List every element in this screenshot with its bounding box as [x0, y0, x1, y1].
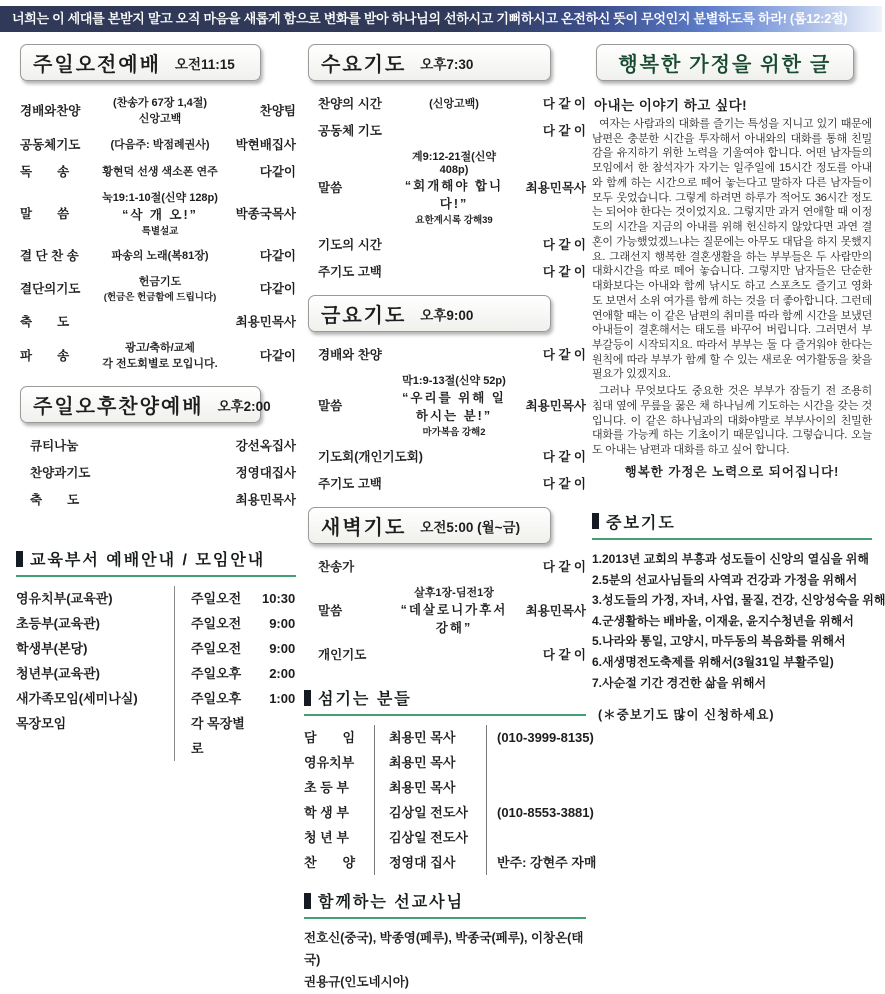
list-item: 3.성도들의 가정, 자녀, 사업, 물질, 건강, 신앙성숙을 위해: [592, 593, 885, 608]
row-label: 경배와 찬양: [318, 348, 382, 362]
service-row: [20, 162, 296, 180]
section-header-intercession: [592, 510, 872, 540]
service-time: 오후9:00: [420, 307, 474, 323]
row-person: 최용민목사: [235, 315, 296, 329]
time-when: 주일오전: [191, 591, 242, 606]
row-person: 정영대집사: [235, 466, 296, 480]
article-headline: 아내는 이야기 하고 싶다!: [594, 98, 748, 113]
row-person: 다같이: [259, 349, 296, 363]
row-content-line: (찬송가 67장 1,4절): [112, 97, 208, 109]
section-header-missionaries: [304, 889, 586, 919]
section-bullet-icon: [304, 893, 311, 909]
list-item: 7.사순절 기간 경건한 삶을 위해서: [592, 675, 767, 690]
servant-note: [486, 825, 586, 850]
row-label: 말씀: [318, 604, 343, 618]
row-label: 큐티나눔: [30, 439, 79, 453]
service-header-friday: [308, 295, 551, 332]
missionaries-list: [304, 928, 586, 994]
time-when: 주일오후: [191, 666, 242, 681]
time-at: [258, 711, 296, 761]
servant-note: [486, 750, 586, 775]
row-person: 다 같 이: [542, 348, 586, 362]
row-label: 찬양과기도: [30, 466, 91, 480]
section-title: 교육부서 예배안내 / 모임안내: [30, 552, 266, 569]
row-label: 기도회(개인기도회): [318, 450, 423, 464]
servants-table: [304, 725, 597, 875]
list-item: 4.군생활하는 배바울, 이재윤, 윤지수청년을 위해서: [592, 613, 854, 628]
service-row: [30, 490, 296, 508]
service-row: [318, 121, 586, 139]
section-bullet-icon: [304, 690, 311, 706]
row-person: 다같이: [259, 282, 296, 296]
row-label: 결단의기도: [20, 282, 81, 296]
service-row: [20, 339, 296, 371]
service-title: 주일오전예배: [33, 54, 161, 76]
service-rows-wednesday: [314, 94, 586, 280]
column-right: [592, 44, 885, 723]
row-content-line: “우리를 위해 일하시는 분!”: [402, 391, 506, 423]
row-label: 축 도: [30, 493, 80, 507]
row-label: 공동체기도: [20, 138, 81, 152]
article-box-title: 행복한 가정을 위한 글: [618, 54, 832, 76]
table-row: [16, 636, 296, 661]
service-row: [318, 372, 586, 438]
servant-note: (010-3999-8135): [486, 725, 594, 750]
row-content: [102, 136, 218, 152]
section-bullet-icon: [592, 513, 599, 529]
time-when: 각 목장별로: [191, 716, 245, 756]
row-content-line: (다음주: 박점례권사): [110, 139, 210, 151]
row-label: 말씀: [318, 399, 343, 413]
service-row: [318, 94, 586, 112]
row-person: 최용민목사: [235, 493, 296, 507]
service-header-sunday-afternoon: [20, 386, 271, 423]
service-row: [30, 436, 296, 454]
scripture-banner: 너희는 이 세대를 본받지 말고 오직 마음을 새롭게 함으로 변화를 받아 하나님의 선하시고 기뻐하시고 온전하신 뜻이 무엇인지 분별하도록 하라! (롬12:2절): [0, 6, 882, 32]
section-header-education: [16, 547, 296, 577]
section-bullet-icon: [16, 551, 23, 567]
row-content: [400, 148, 508, 226]
list-item: 6.새생명전도축제를 위해서(3월31일 부활주일): [592, 655, 834, 670]
service-time: 오후7:30: [420, 56, 474, 72]
service-row: [318, 474, 586, 492]
time-when: 주일오전: [191, 641, 242, 656]
dept-time: [174, 686, 296, 711]
row-content: [102, 247, 218, 263]
section-header-servants: [304, 686, 586, 716]
service-rows-sunday-afternoon: [26, 436, 296, 508]
row-person: 다같이: [259, 165, 296, 179]
service-time: 오전11:15: [174, 56, 235, 72]
row-content-line: (헌금은 헌금함에 드립니다): [103, 292, 217, 303]
table-row: [304, 800, 594, 825]
service-row: [318, 584, 586, 636]
service-title: 새벽기도: [321, 517, 407, 539]
time-when: 주일오후: [191, 691, 242, 706]
service-row: [20, 312, 296, 330]
dept-name: 청년부(교육관): [16, 666, 101, 681]
row-content-line: 계9:12-21절(신약408p): [411, 151, 497, 176]
service-row: [318, 345, 586, 363]
row-person: 다 같 이: [542, 97, 586, 111]
spacer: [304, 875, 586, 889]
dept-time: [174, 636, 296, 661]
service-row: [20, 273, 296, 303]
servant-role: 찬 양: [304, 855, 356, 870]
service-row: [318, 557, 586, 575]
row-content-line: (신앙고백): [429, 98, 479, 110]
service-row: [318, 148, 586, 226]
row-content: [102, 163, 218, 179]
row-content: [400, 372, 508, 438]
row-content-line: 특별설교: [141, 226, 179, 237]
row-label: 주기도 고백: [318, 265, 382, 279]
row-content-line: 황현덕 선생 색소폰 연주: [102, 166, 218, 178]
dept-name: 초등부(교육관): [16, 616, 101, 631]
service-row: [20, 135, 296, 153]
row-content: [102, 339, 218, 371]
service-row: [318, 447, 586, 465]
row-content-line: 신앙고백: [138, 113, 182, 125]
row-label: 기도의 시간: [318, 238, 382, 252]
row-person: 찬양팀: [259, 104, 296, 118]
dept-time: [174, 586, 296, 611]
row-content-line: “삭 개 오!”: [122, 208, 198, 222]
row-content-line: 각 전도회별로 모입니다.: [102, 358, 218, 370]
article-paragraph: 그러나 무엇보다도 중요한 것은 부부가 잠들기 전 조용히 침대 옆에 무릎을 꿇은 채 하나님께 기도하는 시간을 갖는 것입니다. 이 같은 하나님과의 대화야말로 부부사이의 친밀한 대화를 가능케 하는 기초이기 때문입니다. 그렇습니다. 오늘도 아내는 남편과 대화를 하고 싶어 합니다.: [592, 385, 872, 457]
row-content: [102, 94, 218, 126]
list-item: 2.5분의 선교사님들의 사역과 건강과 가정을 위해서: [592, 572, 858, 587]
servant-note: 반주: 강현주 자매: [486, 850, 596, 875]
dept-name: 목장모임: [16, 716, 67, 731]
row-label: 주기도 고백: [318, 477, 382, 491]
row-label: 말 씀: [20, 207, 70, 221]
servant-name: 최용민 목사: [374, 750, 486, 775]
service-time: 오후2:00: [217, 398, 271, 414]
row-person: 다 같 이: [542, 238, 586, 252]
article-closing: 행복한 가정은 노력으로 되어집니다!: [624, 464, 840, 479]
row-content-line: 살후1장-딤전1장: [414, 587, 494, 599]
row-person: 최용민목사: [525, 604, 586, 618]
service-row: [20, 94, 296, 126]
servant-name: 김상일 전도사: [374, 825, 486, 850]
row-label: 찬양의 시간: [318, 97, 382, 111]
list-item: 전호신(중국), 박종영(페루), 박종국(페루), 이창온(태국): [304, 931, 584, 967]
service-title: 수요기도: [321, 54, 407, 76]
time-at: 9:00: [269, 616, 296, 631]
dept-time: [174, 711, 296, 761]
row-label: 독 송: [20, 165, 70, 179]
article-paragraph: 여자는 사람과의 대화를 즐기는 특성을 지니고 있기 때문에 남편은 충분한 시간을 투자해서 아내와의 대화를 통해 친밀감을 유지하기 위한 노력을 기울여야 합니다. 어떤 남자들의 모임에서 한 참석자가 자기는 일주일에 15시간 정도를 아내와 함께 하는 시간으로 떼어 놓는다고 말하자 다른 남자들이 모두 웃었습니다. 그렇게 하려면 하루가 적어도 36시간 정도는 되어야 한다는 것이었지요. 그렇지만 과거 연애할 때 이정도의 시간을 지금의 아내를 위해 헌신하지 않았다면 과연 결혼이 가능했었겠느냐는 질문에는 아무도 대답을 하지 못했지요. 그래선지 행복한 결혼생활을 하는 부부들은 두 사람만의 대화시간을 따로 떼어 놓습니다. 그렇지만 남자들은 단순한 대화보다는 아내와 함께 낚시도 하고 스포츠도 즐기고 영화도 보면서 소위 여가를 함께 하는 것을 더 좋아합니다. 그런데 연애할 때는 이 같은 남편의 취미를 따라 함께 시간을 보냈던 아내들이 결혼해서는 태도를 바꾸어 버립니다. 그러면서 부부갈등이 시작되지요. 따라서 부부는 둘 다 즐거워야 한다는 원칙에 따라 부부가 함께 할 수 있는 새로운 여가활동을 찾을 필요가 있겠지요.: [592, 118, 872, 381]
row-person: 강선옥집사: [235, 439, 296, 453]
dept-name: 학생부(본당): [16, 641, 88, 656]
table-row: [16, 611, 296, 636]
row-label: 축 도: [20, 315, 70, 329]
spacer: [16, 517, 296, 547]
row-content-line: 파송의 노래(복81장): [111, 250, 209, 262]
row-person: 다 같 이: [542, 560, 586, 574]
service-rows-dawn: [314, 557, 586, 663]
service-header-sunday-morning: [20, 44, 261, 81]
row-label: 경배와찬양: [20, 104, 81, 118]
row-content-line: “회개해야 합니다!”: [404, 179, 504, 211]
service-row: [30, 463, 296, 481]
row-content-line: “데살로니가후서 강해”: [400, 603, 508, 635]
service-row: [318, 235, 586, 253]
row-person: 다 같 이: [542, 265, 586, 279]
table-row: [16, 586, 296, 611]
row-person: 최용민목사: [525, 181, 586, 195]
section-title: 중보기도: [606, 514, 676, 532]
row-content-line: 눅19:1-10절(신약 128p): [102, 192, 218, 204]
table-row: [16, 661, 296, 686]
table-row: [304, 825, 586, 850]
service-row: [20, 246, 296, 264]
servant-role: 청 년 부: [304, 830, 349, 845]
row-person: 다 같 이: [542, 124, 586, 138]
section-title: 함께하는 선교사님: [318, 894, 465, 911]
row-label: 결 단 찬 송: [20, 249, 79, 263]
time-at: 10:30: [261, 591, 296, 606]
row-label: 찬송가: [318, 560, 355, 574]
service-rows-friday: [314, 345, 586, 492]
servant-name: 정영대 집사: [374, 850, 486, 875]
servant-note: (010-8553-3881): [486, 800, 594, 825]
row-content-line: 요한계시록 강해39: [415, 215, 493, 226]
service-title: 금요기도: [321, 305, 407, 327]
list-item: 권용규(인도네시아): [304, 974, 409, 989]
service-time: 오전5:00 (월~금): [420, 519, 521, 535]
service-row: [20, 189, 296, 237]
service-rows-sunday-morning: [16, 94, 296, 371]
dept-time: [174, 661, 296, 686]
row-content: [102, 273, 218, 303]
row-content-line: 광고/축하/교제: [125, 342, 195, 354]
service-header-dawn: [308, 507, 551, 544]
column-middle: [304, 44, 597, 994]
servant-role: 초 등 부: [304, 780, 349, 795]
row-label: 공동체 기도: [318, 124, 382, 138]
row-person: 박종국목사: [235, 207, 296, 221]
row-content-line: 헌금기도: [138, 276, 182, 288]
servant-name: 최용민 목사: [374, 775, 486, 800]
servant-name: 최용민 목사: [374, 725, 486, 750]
row-person: 다같이: [259, 249, 296, 263]
row-person: 박현배집사: [235, 138, 296, 152]
section-title: 섬기는 분들: [318, 691, 412, 708]
table-row: [16, 686, 296, 711]
servant-role: 담 임: [304, 730, 356, 745]
row-content: [400, 584, 508, 636]
servant-note: [486, 775, 586, 800]
table-row: [304, 850, 597, 875]
table-row: [16, 711, 296, 761]
row-content: [102, 189, 218, 237]
row-label: 말씀: [318, 181, 343, 195]
intercession-note: (＊중보기도 많이 신청하세요): [598, 708, 775, 723]
servant-role: 학 생 부: [304, 805, 349, 820]
row-content: [400, 95, 508, 111]
row-content-line: 막1:9-13절(신약 52p): [402, 375, 506, 387]
row-label: 파 송: [20, 349, 70, 363]
servant-name: 김상일 전도사: [374, 800, 486, 825]
row-person: 최용민목사: [525, 399, 586, 413]
table-row: [304, 750, 586, 775]
row-content-line: 마가복음 강해2: [422, 427, 486, 438]
article-header-box: [596, 44, 854, 81]
spacer: [592, 480, 872, 510]
dept-time: [174, 611, 296, 636]
service-row: [318, 262, 586, 280]
column-left: [16, 44, 296, 761]
list-item: 1.2013년 교회의 부흥과 성도들이 신앙의 열심을 위해: [592, 551, 869, 566]
row-person: 다 같 이: [542, 477, 586, 491]
intercession-list: [592, 549, 885, 693]
service-title: 주일오후찬양예배: [33, 396, 204, 418]
spacer: [304, 672, 586, 686]
dept-name: 영유치부(교육관): [16, 591, 113, 606]
time-when: 주일오전: [191, 616, 242, 631]
time-at: 2:00: [269, 666, 296, 681]
service-header-wednesday: [308, 44, 551, 81]
row-person: 다 같 이: [542, 450, 586, 464]
row-person: 다 같 이: [542, 648, 586, 662]
table-row: [304, 775, 586, 800]
service-row: [318, 645, 586, 663]
dept-name: 새가족모임(세미나실): [16, 691, 138, 706]
list-item: 5.나라와 통일, 고양시, 마두동의 복음화를 위해서: [592, 634, 846, 649]
servant-role: 영유치부: [304, 755, 355, 770]
table-row: [304, 725, 594, 750]
education-table: [16, 586, 296, 761]
time-at: 1:00: [269, 691, 296, 706]
row-label: 개인기도: [318, 648, 367, 662]
time-at: 9:00: [269, 641, 296, 656]
